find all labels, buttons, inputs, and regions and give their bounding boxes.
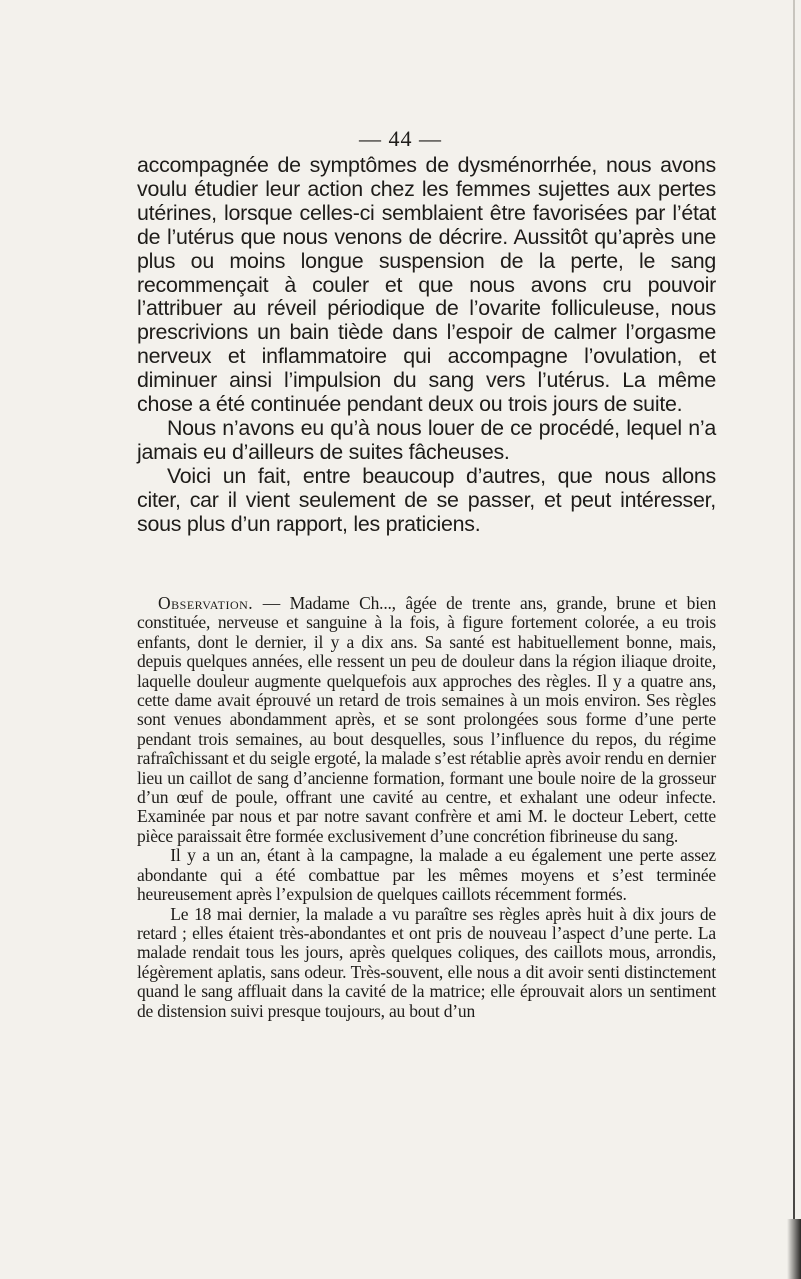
observation-paragraph [137,594,716,846]
main-paragraph: accompagnée de symptômes de dysménorrhée, nous avons voulu étudier leur action chez les femmes sujettes aux pertes utérines, lorsque celles-ci semblaient être favorisées par l’état de l’utérus que nous venons de décrire. Aussitôt qu’après une plus ou moins longue suspension de la perte, le sang recommençait à couler et que nous avons cru pouvoir l’attribuer au réveil périodique de l’ovarite folliculeuse, nous prescrivions un bain tiède dans l’espoir de calmer l’orgasme nerveux et inflammatoire qui accompagne l’ovulation, et diminuer ainsi l’impulsion du sang vers l’utérus. La même chose a été continuée pendant deux ou trois jours de suite. [137,153,716,417]
page-number: — 44 — [359,126,442,151]
observation-paragraph: Le 18 mai dernier, la malade a vu paraître ses règles après huit à dix jours de retard ; elles étaient très-abondantes et ont pris de nouveau l’aspect d’une perte. La malade rendait tous les jours, après quelques coliques, des caillots mous, arrondis, légèrement aplatis, sans odeur. Très-souvent, elle nous a dit avoir senti distinctement quand le sang affluait dans la cavité de la matrice; elle éprouvait alors un sentiment de distension suivi presque toujours, au bout d’un [137,903,716,1021]
page-edge-shadow [793,0,795,1279]
main-paragraph: Nous n’avons eu qu’à nous louer de ce procédé, lequel n’a jamais eu d’ailleurs de suites fâcheuses. [137,415,716,464]
observation-body: — Madame Ch..., âgée de trente ans, grande, brune et bien constituée, nerveuse et sanguine à la fois, à figure fortement colorée, a eu trois enfants, dont le dernier, il y a dix ans. Sa santé est habituellement bonne, mais, depuis quelques années, elle ressent un peu de douleur dans la région iliaque droite, laquelle douleur augmente quelquefois aux approches des règles. Il y a quatre ans, cette dame avait éprouvé un retard de trois semaines à un mois environ. Ses règles sont venues abondamment après, et se sont prolongées sous forme d’une perte pendant trois semaines, au bout desquelles, sous l’influence du repos, du régime rafraîchissant et du seigle ergoté, la malade s’est rétablie après avoir rendu en dernier lieu un caillot de sang d’ancienne formation, formant une boule noire de la grosseur d’un œuf de poule, offrant une cavité au centre, et exhalant une odeur infecte. Examinée par nous et par notre savant confrère et ami M. le docteur Lebert, cette pièce paraissait être formée exclusivement d’une concrétion fibrineuse du sang. [137,593,716,846]
page-corner-shadow [787,1219,801,1279]
observation-paragraph: Il y a un an, étant à la campagne, la malade a eu également une perte assez abondante qui a été combattue par les mêmes moyens et s’est terminée heureusement après l’expulsion de quelques caillots récemment formés. [137,845,716,905]
observation-label: Observation. [158,593,254,613]
main-paragraph: Voici un fait, entre beaucoup d’autres, que nous allons citer, car il vient seulement de se passer, et peut intéresser, sous plus d’un rapport, les praticiens. [137,463,716,536]
main-text [137,154,716,537]
observation-text [137,594,716,1021]
